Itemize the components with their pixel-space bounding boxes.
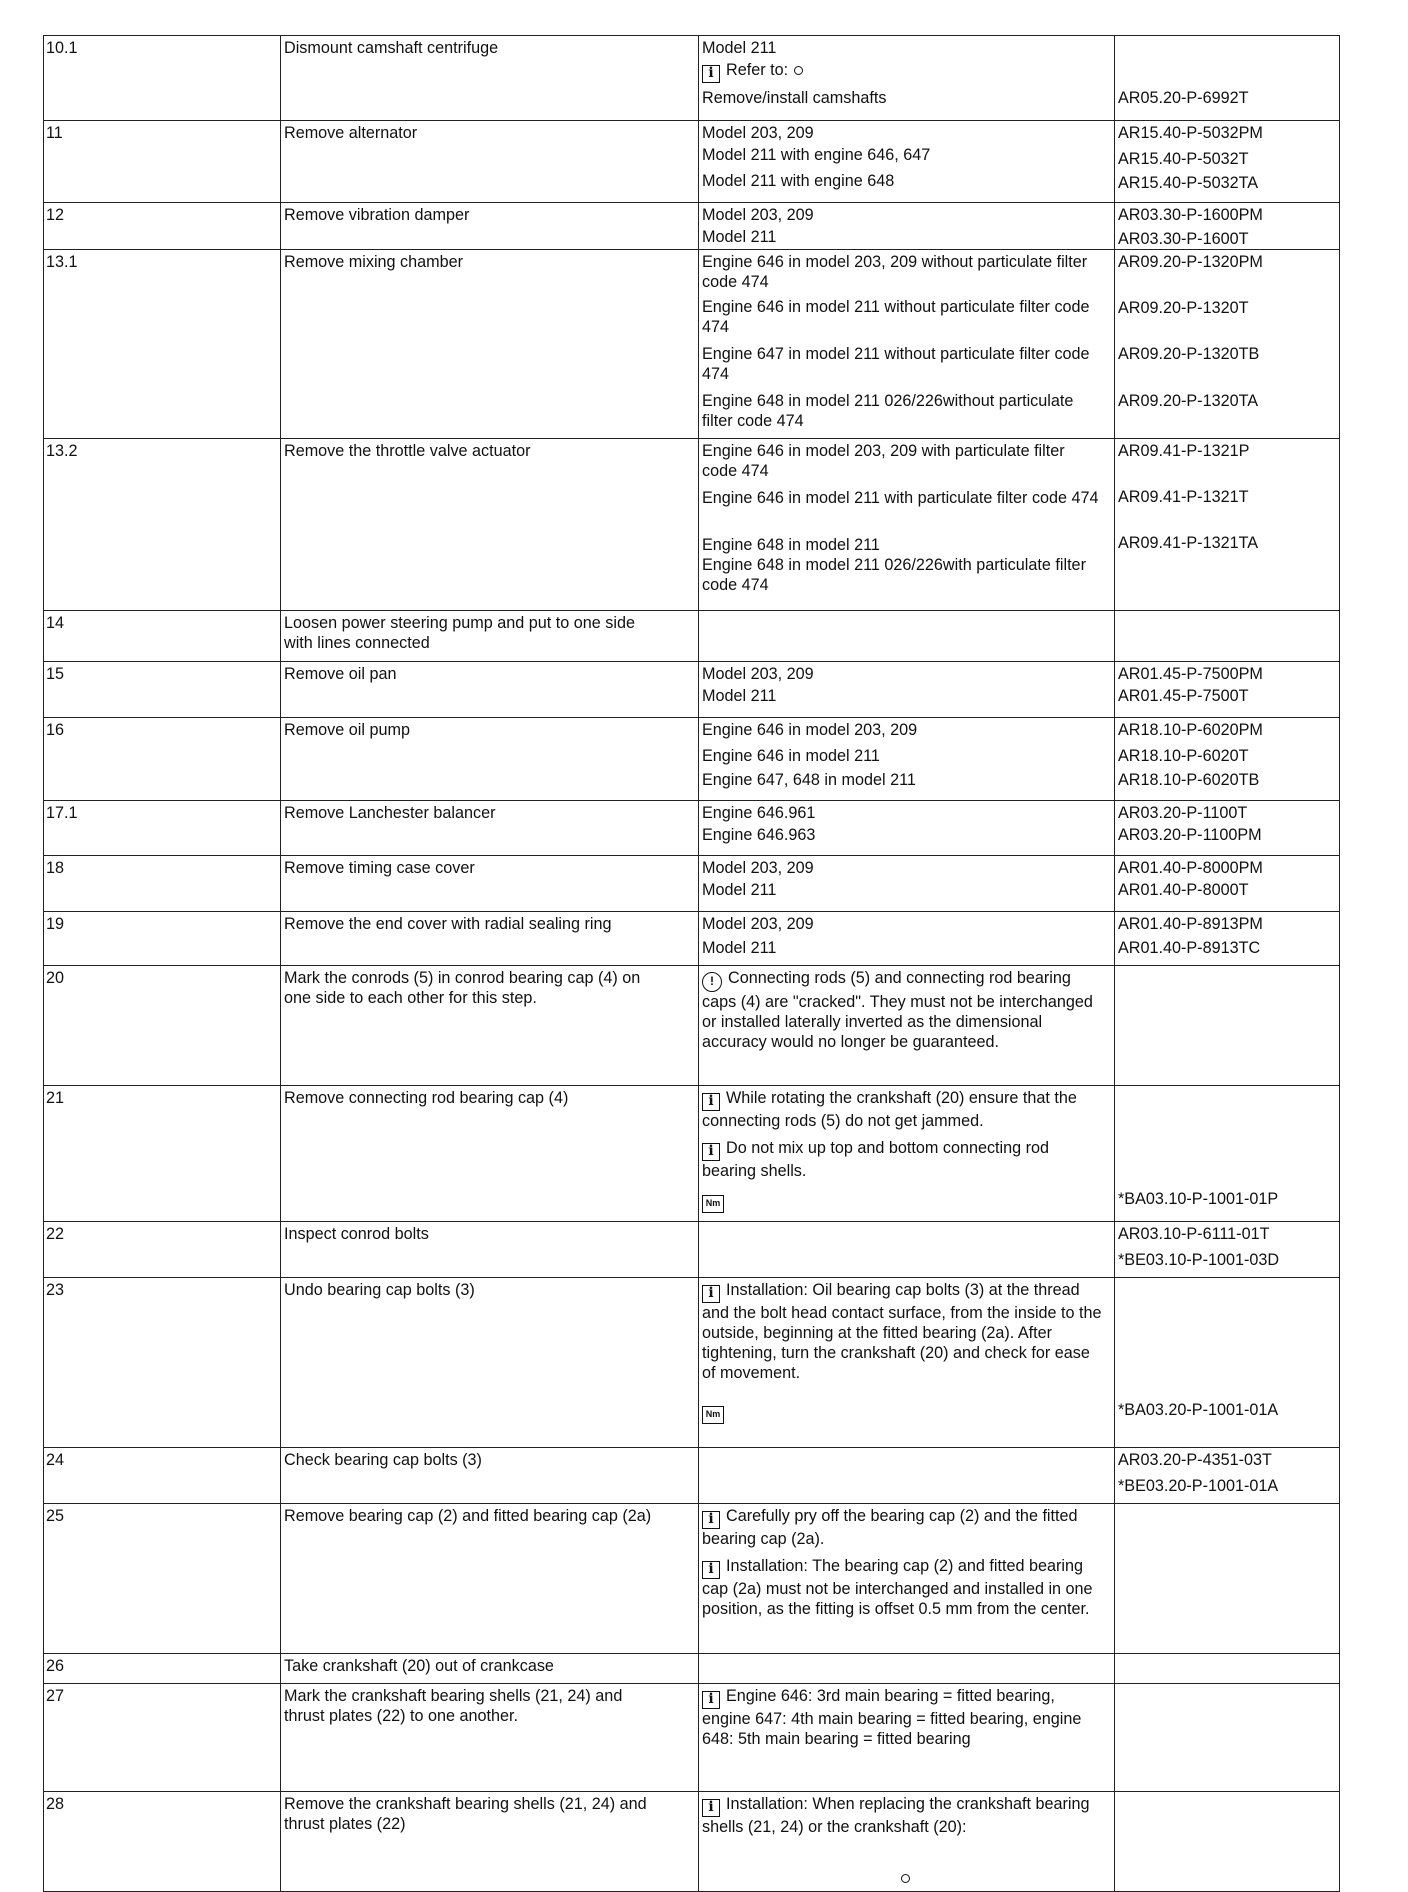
operation-cell	[281, 611, 699, 661]
torque-nm-icon: Nm	[702, 1195, 724, 1213]
table-row	[44, 203, 1340, 250]
document-reference-link[interactable]: AR09.20-P-1320T	[1118, 299, 1249, 317]
step-number: 19	[46, 915, 65, 933]
info-text: Model 203, 209	[702, 206, 814, 224]
step-number: 13.2	[46, 442, 78, 460]
operation-text: Take crankshaft (20) out of crankcase	[284, 1657, 554, 1675]
operation-cell	[281, 662, 699, 717]
table-row	[44, 856, 1340, 912]
info-text: Model 203, 209	[702, 915, 814, 933]
info-paragraph	[702, 664, 1102, 684]
document-reference-link[interactable]: AR09.41-P-1321P	[1118, 442, 1250, 460]
document-reference-cell	[1115, 250, 1340, 438]
operation-cell	[281, 1278, 699, 1447]
info-paragraph	[702, 123, 1102, 143]
table-row	[44, 662, 1340, 718]
info-text: Engine 646 in model 203, 209 without particulate filter code 474	[702, 253, 1088, 291]
document-reference-link[interactable]: AR15.40-P-5032PM	[1118, 124, 1263, 142]
step-number-cell	[44, 1792, 281, 1891]
document-reference-link[interactable]: AR18.10-P-6020PM	[1118, 721, 1263, 739]
info-text: Model 203, 209	[702, 665, 814, 683]
document-reference-link[interactable]: AR03.20-P-4351-03T	[1118, 1451, 1272, 1469]
document-reference-link[interactable]: AR01.45-P-7500PM	[1118, 665, 1263, 683]
step-number-cell	[44, 1448, 281, 1503]
step-number: 22	[46, 1225, 65, 1243]
info-text: Model 211 with engine 648	[702, 172, 895, 190]
operation-text: Loosen power steering pump and put to one side with lines connected	[284, 614, 635, 652]
document-reference-link[interactable]: *BA03.10-P-1001-01P	[1118, 1190, 1279, 1208]
info-text: Model 211 with engine 646, 647	[702, 146, 931, 164]
info-text: Installation: When replacing the crankshaft bearing shells (21, 24) or the crankshaft (20):	[702, 1795, 1090, 1836]
document-reference-cell	[1115, 121, 1340, 202]
info-text: Engine 646 in model 203, 209 with particulate filter code 474	[702, 442, 1065, 480]
info-text: Engine 646 in model 203, 209	[702, 721, 918, 739]
info-paragraph	[702, 205, 1102, 225]
operation-text: Remove connecting rod bearing cap (4)	[284, 1089, 569, 1107]
info-text: Connecting rods (5) and connecting rod bearing caps (4) are "cracked". They must not be interchanged or installed laterally inverted as the dimensional accuracy would no longer be guaranteed.	[702, 969, 1093, 1051]
step-number: 20	[46, 969, 65, 987]
info-cell	[699, 611, 1115, 661]
info-icon: i	[702, 1093, 720, 1111]
document-reference-link[interactable]: AR09.41-P-1321TA	[1118, 534, 1259, 552]
document-reference-cell	[1115, 203, 1340, 249]
info-icon: i	[702, 1511, 720, 1529]
info-icon: i	[702, 1799, 720, 1817]
document-reference-link[interactable]: AR09.20-P-1320PM	[1118, 253, 1263, 271]
info-text: Refer to:	[726, 61, 789, 79]
step-number-cell	[44, 1684, 281, 1791]
step-number-cell	[44, 36, 281, 120]
document-reference-cell	[1115, 36, 1340, 120]
info-paragraph	[702, 60, 1102, 83]
info-cell	[699, 1504, 1115, 1653]
info-paragraph	[702, 1506, 1102, 1549]
info-text: Engine 647, 648 in model 211	[702, 771, 916, 789]
document-reference-cell	[1115, 1654, 1340, 1683]
document-reference-cell	[1115, 1086, 1340, 1221]
info-paragraph	[702, 914, 1102, 934]
step-number: 13.1	[46, 253, 78, 271]
info-text: Engine 648 in model 211 026/226without particulate filter code 474	[702, 392, 1074, 430]
document-reference-link[interactable]: AR18.10-P-6020TB	[1118, 771, 1260, 789]
operation-cell	[281, 856, 699, 911]
operation-text: Remove oil pan	[284, 665, 397, 683]
document-reference-link[interactable]: AR01.45-P-7500T	[1118, 687, 1249, 705]
info-paragraph	[702, 344, 1102, 384]
table-row	[44, 36, 1340, 121]
table-row	[44, 966, 1340, 1086]
info-cell	[699, 718, 1115, 800]
info-cell	[699, 1684, 1115, 1791]
step-number-cell	[44, 1504, 281, 1653]
document-reference-link[interactable]: AR03.20-P-1100PM	[1118, 826, 1262, 844]
info-cell	[699, 1278, 1115, 1447]
info-text: Model 211	[702, 939, 777, 957]
document-reference-link[interactable]: AR15.40-P-5032TA	[1118, 174, 1259, 192]
document-reference-cell	[1115, 966, 1340, 1085]
info-paragraph	[702, 38, 1102, 58]
info-cell	[699, 121, 1115, 202]
reference-link-icon[interactable]	[794, 66, 803, 75]
info-paragraph	[702, 1280, 1102, 1383]
table-row	[44, 1448, 1340, 1504]
info-paragraph	[702, 1138, 1102, 1181]
step-number-cell	[44, 1222, 281, 1277]
step-number-cell	[44, 611, 281, 661]
info-paragraph	[702, 535, 1102, 595]
step-number: 12	[46, 206, 65, 224]
info-paragraph	[702, 441, 1102, 481]
info-paragraph	[702, 88, 1102, 108]
document-reference-cell	[1115, 1792, 1340, 1891]
operation-text: Remove vibration damper	[284, 206, 470, 224]
step-number: 28	[46, 1795, 65, 1813]
info-paragraph	[702, 720, 1102, 740]
operation-cell	[281, 36, 699, 120]
info-paragraph	[702, 968, 1102, 1052]
document-reference-link[interactable]: AR01.40-P-8913TC	[1118, 939, 1261, 957]
step-number-cell	[44, 1086, 281, 1221]
operation-text: Remove the crankshaft bearing shells (21, 24) and thrust plates (22)	[284, 1795, 647, 1833]
step-number-cell	[44, 439, 281, 610]
info-paragraph	[702, 825, 1102, 845]
document-reference-link[interactable]: AR01.40-P-8913PM	[1118, 915, 1263, 933]
step-number: 11	[46, 124, 63, 142]
info-paragraph	[702, 686, 1102, 706]
document-reference-link[interactable]: *BE03.10-P-1001-03D	[1118, 1251, 1280, 1269]
info-text: Model 203, 209	[702, 859, 814, 877]
step-number: 14	[46, 614, 65, 632]
step-number-cell	[44, 662, 281, 717]
info-paragraph	[702, 770, 1102, 790]
table-row	[44, 1086, 1340, 1222]
operation-cell	[281, 121, 699, 202]
operation-cell	[281, 1222, 699, 1277]
table-row	[44, 250, 1340, 439]
step-number-cell	[44, 250, 281, 438]
document-reference-cell	[1115, 1222, 1340, 1277]
info-text: Installation: The bearing cap (2) and fitted bearing cap (2a) must not be interchanged and installed in one position, as the fitting is offset 0.5 mm from the center.	[702, 1557, 1093, 1618]
step-number-cell	[44, 718, 281, 800]
step-number-cell	[44, 121, 281, 202]
document-reference-cell	[1115, 801, 1340, 855]
info-cell	[699, 662, 1115, 717]
info-icon: i	[702, 1285, 720, 1303]
info-text: Engine 647 in model 211 without particulate filter code 474	[702, 345, 1090, 383]
info-paragraph	[702, 1400, 1102, 1424]
document-reference-cell	[1115, 1278, 1340, 1447]
info-text: Engine 646.963	[702, 826, 816, 844]
procedure-table	[43, 35, 1340, 1892]
info-paragraph	[702, 1556, 1102, 1619]
document-reference-link[interactable]: AR01.40-P-8000T	[1118, 881, 1249, 899]
document-reference-cell	[1115, 1448, 1340, 1503]
step-number: 18	[46, 859, 65, 877]
info-paragraph	[702, 803, 1102, 823]
document-reference-link[interactable]: AR03.30-P-1600PM	[1118, 206, 1263, 224]
document-reference-link[interactable]: AR15.40-P-5032T	[1118, 150, 1249, 168]
operation-cell	[281, 966, 699, 1085]
table-row	[44, 611, 1340, 662]
info-text: Engine 646: 3rd main bearing = fitted bearing, engine 647: 4th main bearing = fitted bearing, engine 648: 5th main bearing = fitted bearing	[702, 1687, 1082, 1748]
operation-cell	[281, 718, 699, 800]
document-reference-link[interactable]: *BE03.20-P-1001-01A	[1118, 1477, 1279, 1495]
info-paragraph	[702, 746, 1102, 766]
operation-cell	[281, 1086, 699, 1221]
document-reference-link[interactable]: AR18.10-P-6020T	[1118, 747, 1249, 765]
table-row	[44, 718, 1340, 801]
info-text: Engine 646 in model 211 without particulate filter code 474	[702, 298, 1090, 336]
info-text: Remove/install camshafts	[702, 89, 887, 107]
operation-cell	[281, 1654, 699, 1683]
table-row	[44, 801, 1340, 856]
step-number-cell	[44, 912, 281, 965]
info-text: Installation: Oil bearing cap bolts (3) at the thread and the bolt head contact surface, from the inside to the outside, beginning at the fitted bearing (2a). After tightening, turn the crankshaft (20) and check for ease of movement.	[702, 1281, 1102, 1382]
info-cell	[699, 1792, 1115, 1891]
info-paragraph	[702, 145, 1102, 165]
operation-text: Remove timing case cover	[284, 859, 475, 877]
operation-cell	[281, 912, 699, 965]
document-reference-link[interactable]: AR05.20-P-6992T	[1118, 89, 1249, 107]
info-cell	[699, 203, 1115, 249]
operation-text: Remove Lanchester balancer	[284, 804, 496, 822]
info-text: Model 203, 209	[702, 124, 814, 142]
step-number: 27	[46, 1687, 65, 1705]
document-reference-cell	[1115, 662, 1340, 717]
operation-cell	[281, 439, 699, 610]
info-cell	[699, 439, 1115, 610]
info-icon: i	[702, 1561, 720, 1579]
info-paragraph	[702, 488, 1102, 508]
step-number-cell	[44, 1654, 281, 1683]
info-text: Carefully pry off the bearing cap (2) and the fitted bearing cap (2a).	[702, 1507, 1078, 1548]
reference-link-icon[interactable]	[901, 1874, 910, 1883]
document-reference-cell	[1115, 1684, 1340, 1791]
document-reference-cell	[1115, 439, 1340, 610]
step-number: 26	[46, 1657, 65, 1675]
step-number: 17.1	[46, 804, 78, 822]
table-row	[44, 1278, 1340, 1448]
info-text: Engine 646 in model 211 with particulate filter code 474	[702, 489, 1099, 507]
document-reference-cell	[1115, 856, 1340, 911]
info-paragraph	[702, 227, 1102, 247]
operation-text: Mark the conrods (5) in conrod bearing cap (4) on one side to each other for this step.	[284, 969, 641, 1007]
info-text: Engine 646 in model 211	[702, 747, 880, 765]
info-paragraph	[702, 297, 1102, 337]
operation-cell	[281, 1448, 699, 1503]
operation-text: Undo bearing cap bolts (3)	[284, 1281, 475, 1299]
info-paragraph	[702, 938, 1102, 958]
document-reference-cell	[1115, 912, 1340, 965]
operation-text: Remove the end cover with radial sealing ring	[284, 915, 612, 933]
info-text: Model 211	[702, 228, 777, 246]
info-text: Model 211	[702, 687, 777, 705]
info-cell	[699, 1086, 1115, 1221]
step-number: 23	[46, 1281, 65, 1299]
info-cell	[699, 250, 1115, 438]
step-number: 16	[46, 721, 65, 739]
info-cell	[699, 856, 1115, 911]
document-reference-link[interactable]: AR03.30-P-1600T	[1118, 230, 1249, 248]
operation-text: Mark the crankshaft bearing shells (21, 24) and thrust plates (22) to one another.	[284, 1687, 623, 1725]
step-number: 21	[46, 1089, 65, 1107]
info-cell	[699, 801, 1115, 855]
table-row	[44, 912, 1340, 966]
step-number: 25	[46, 1507, 65, 1525]
table-row	[44, 1792, 1340, 1892]
table-row	[44, 1504, 1340, 1654]
document-reference-link[interactable]: *BA03.20-P-1001-01A	[1118, 1401, 1279, 1419]
torque-nm-icon: Nm	[702, 1406, 724, 1424]
info-icon: i	[702, 1691, 720, 1709]
operation-text: Remove bearing cap (2) and fitted bearing cap (2a)	[284, 1507, 652, 1525]
table-row	[44, 121, 1340, 203]
operation-cell	[281, 1684, 699, 1791]
table-row	[44, 1222, 1340, 1278]
info-text: Do not mix up top and bottom connecting rod bearing shells.	[702, 1139, 1050, 1180]
step-number-cell	[44, 1278, 281, 1447]
step-number-cell	[44, 966, 281, 1085]
info-text: Engine 646.961	[702, 804, 816, 822]
operation-text: Remove oil pump	[284, 721, 410, 739]
info-paragraph	[702, 1189, 1102, 1213]
operation-cell	[281, 801, 699, 855]
operation-cell	[281, 1504, 699, 1653]
info-icon: i	[702, 65, 720, 83]
info-cell	[699, 1448, 1115, 1503]
operation-text: Dismount camshaft centrifuge	[284, 39, 499, 57]
info-cell	[699, 966, 1115, 1085]
info-text: While rotating the crankshaft (20) ensure that the connecting rods (5) do not get jammed.	[702, 1089, 1077, 1130]
info-paragraph	[702, 858, 1102, 878]
step-number-cell	[44, 203, 281, 249]
document-reference-cell	[1115, 611, 1340, 661]
document-reference-cell	[1115, 718, 1340, 800]
document-reference-link[interactable]: AR09.20-P-1320TB	[1118, 345, 1260, 363]
info-text: Model 211	[702, 39, 777, 57]
operation-cell	[281, 203, 699, 249]
step-number: 10.1	[46, 39, 78, 57]
info-cell	[699, 1654, 1115, 1683]
info-paragraph	[702, 171, 1102, 191]
info-cell	[699, 1222, 1115, 1277]
info-icon: i	[702, 1143, 720, 1161]
operation-text: Check bearing cap bolts (3)	[284, 1451, 482, 1469]
document-reference-link[interactable]: AR09.41-P-1321T	[1118, 488, 1249, 506]
operation-text: Remove the throttle valve actuator	[284, 442, 531, 460]
document-reference-cell	[1115, 1504, 1340, 1653]
step-number-cell	[44, 801, 281, 855]
operation-cell	[281, 1792, 699, 1891]
step-number-cell	[44, 856, 281, 911]
operation-text: Remove mixing chamber	[284, 253, 464, 271]
info-cell	[699, 912, 1115, 965]
info-paragraph	[702, 880, 1102, 900]
operation-cell	[281, 250, 699, 438]
table-row	[44, 1654, 1340, 1684]
caution-icon: !	[702, 972, 722, 992]
document-reference-link[interactable]: AR09.20-P-1320TA	[1118, 392, 1259, 410]
info-paragraph	[702, 1088, 1102, 1131]
step-number: 24	[46, 1451, 65, 1469]
operation-text: Remove alternator	[284, 124, 418, 142]
info-paragraph	[702, 391, 1102, 431]
info-text: Model 211	[702, 881, 777, 899]
document-reference-link[interactable]: AR03.10-P-6111-01T	[1118, 1225, 1270, 1243]
info-text: Engine 648 in model 211 Engine 648 in model 211 026/226with particulate filter code 474	[702, 536, 1086, 594]
info-cell	[699, 36, 1115, 120]
table-row	[44, 439, 1340, 611]
info-paragraph	[702, 1794, 1102, 1837]
info-paragraph	[702, 252, 1102, 292]
info-paragraph	[702, 1686, 1102, 1749]
document-reference-link[interactable]: AR01.40-P-8000PM	[1118, 859, 1263, 877]
document-reference-link[interactable]: AR03.20-P-1100T	[1118, 804, 1248, 822]
table-row	[44, 1684, 1340, 1792]
step-number: 15	[46, 665, 65, 683]
operation-text: Inspect conrod bolts	[284, 1225, 429, 1243]
